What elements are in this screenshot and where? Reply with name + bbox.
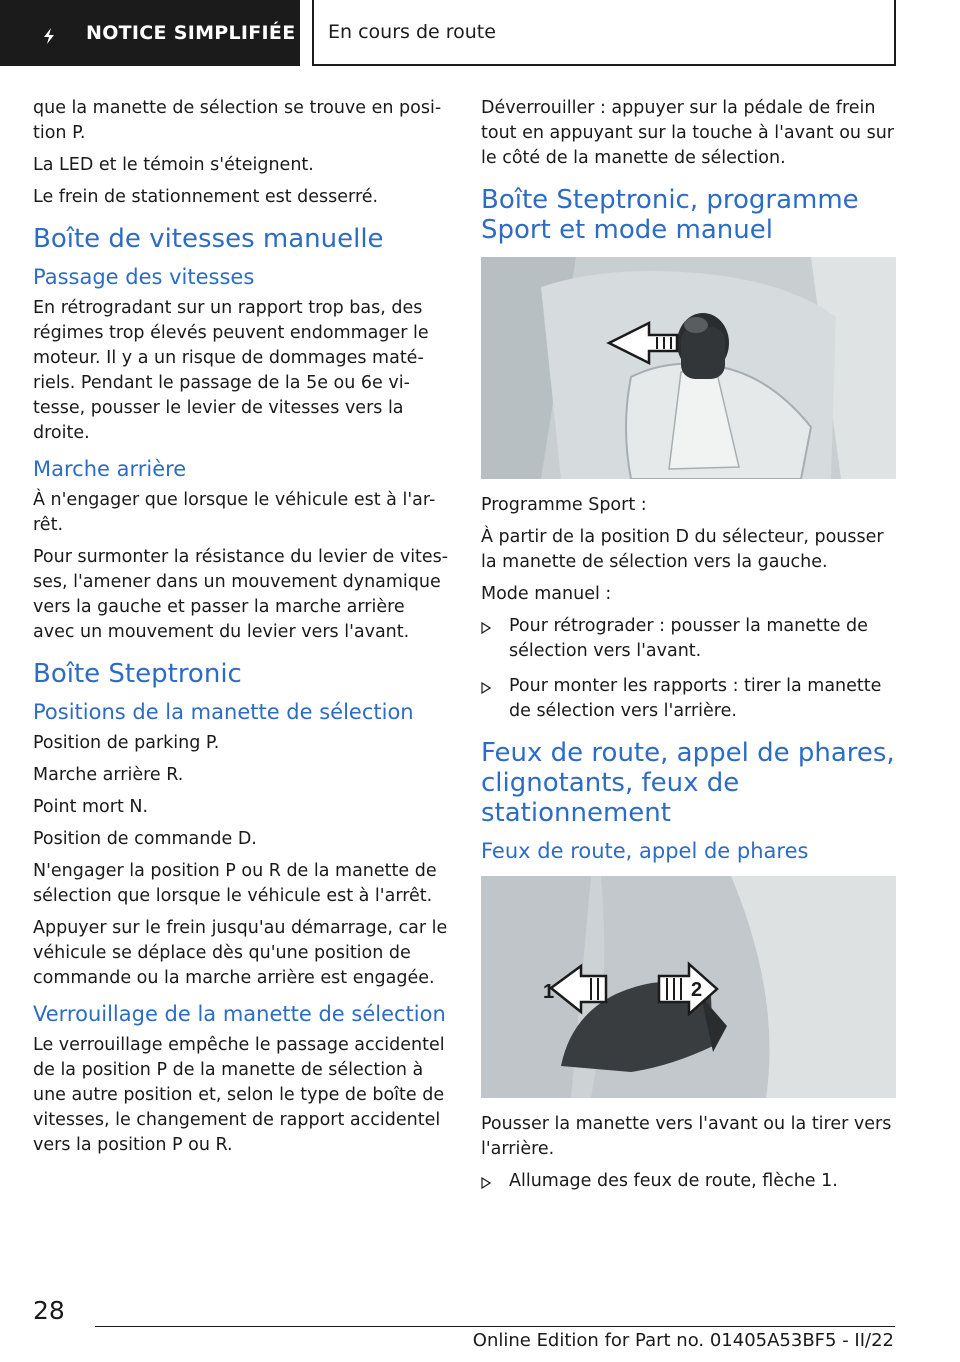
paragraph: La LED et le témoin s'éteignent. bbox=[33, 155, 314, 175]
paragraph: Pour surmonter la résistance du levier de vites-ses, l'amener dans un mouvement dynamique vers la gauche et passer la marche arrière avec un mouvement du levier vers l'avant. bbox=[33, 547, 449, 642]
paragraph: Position de commande D. bbox=[33, 829, 257, 849]
triangle-bullet-icon bbox=[481, 682, 491, 694]
page-header bbox=[0, 0, 960, 66]
high-beam-list bbox=[481, 1169, 897, 1194]
paragraph: À n'engager que lorsque le véhicule est à l'ar-rêt. bbox=[33, 490, 436, 535]
arrow-label-2: 2 bbox=[691, 979, 703, 1001]
arrow-label-1: 1 bbox=[543, 981, 555, 1003]
heading-sport-program: Boîte Steptronic, programme Sport et mode manuel bbox=[481, 185, 859, 245]
paragraph: À partir de la position D du sélecteur, pousser la manette de sélection vers la gauche. bbox=[481, 527, 884, 572]
heading-selector-positions: Positions de la manette de sélection bbox=[33, 700, 414, 724]
gear-selector-drawing bbox=[481, 257, 896, 479]
list-item-text: Pour rétrograder : pousser la manette de sélection vers l'avant. bbox=[509, 616, 868, 661]
chapter-tab-label: En cours de route bbox=[328, 21, 496, 43]
paragraph: En rétrogradant sur un rapport trop bas, des régimes trop élevés peuvent endommager le moteur. Il y a un risque de dommages maté-riels. Pendant le passage de la 5e ou 6e vi-tesse, pousser le levier de vitesses vers la droite. bbox=[33, 298, 429, 443]
paragraph: Le verrouillage empêche le passage accidentel de la position P de la manette de sélection à une autre position et, selon le type de boîte de vitesses, le changement de rapport accidentel vers la position P ou R. bbox=[33, 1035, 445, 1155]
paragraph: Déverrouiller : appuyer sur la pédale de frein tout en appuyant sur la touche à l'avant ou sur le côté de la manette de sélection. bbox=[481, 98, 894, 168]
heading-steptronic: Boîte Steptronic bbox=[33, 659, 242, 689]
light-stalk-illustration bbox=[481, 876, 896, 1098]
list-item bbox=[481, 674, 897, 724]
heading-manual-gearbox: Boîte de vitesses manuelle bbox=[33, 224, 384, 254]
heading-high-beam: Feux de route, appel de phares bbox=[481, 839, 809, 863]
right-column bbox=[481, 96, 897, 1204]
heading-reverse: Marche arrière bbox=[33, 457, 187, 481]
heading-selector-lock: Verrouillage de la manette de sélection bbox=[33, 1002, 446, 1026]
paragraph: Pousser la manette vers l'avant ou la tirer vers l'arrière. bbox=[481, 1114, 892, 1159]
lightning-icon bbox=[40, 27, 58, 45]
section-tab-label: NOTICE SIMPLIFIÉE bbox=[86, 22, 296, 44]
heading-lights: Feux de route, appel de phares, clignotants, feux de stationnement bbox=[481, 738, 895, 828]
list-item bbox=[481, 1169, 897, 1194]
heading-shifting: Passage des vitesses bbox=[33, 265, 255, 289]
paragraph: Programme Sport : bbox=[481, 495, 647, 515]
paragraph: Appuyer sur le frein jusqu'au démarrage, car le véhicule se déplace dès qu'une position de commande ou la marche arrière est engagée. bbox=[33, 918, 448, 988]
paragraph: N'engager la position P ou R de la manette de sélection que lorsque le véhicule est à l'arrêt. bbox=[33, 861, 437, 906]
edition-note: Online Edition for Part no. 01405A53BF5 - II/22 bbox=[472, 1330, 894, 1351]
footer-divider bbox=[95, 1326, 895, 1327]
page-number: 28 bbox=[33, 1296, 65, 1325]
left-column bbox=[33, 96, 449, 1165]
paragraph: Marche arrière R. bbox=[33, 765, 184, 785]
list-item-text: Allumage des feux de route, flèche 1. bbox=[509, 1171, 838, 1191]
paragraph: que la manette de sélection se trouve en posi-tion P. bbox=[33, 98, 442, 143]
paragraph: Position de parking P. bbox=[33, 733, 220, 753]
gear-selector-illustration bbox=[481, 257, 896, 479]
list-item bbox=[481, 614, 897, 664]
paragraph: Point mort N. bbox=[33, 797, 149, 817]
triangle-bullet-icon bbox=[481, 1177, 491, 1189]
list-item-text: Pour monter les rapports : tirer la manette de sélection vers l'arrière. bbox=[509, 676, 882, 721]
triangle-bullet-icon bbox=[481, 622, 491, 634]
light-stalk-drawing bbox=[481, 876, 896, 1098]
section-tab bbox=[0, 0, 300, 66]
manual-mode-list bbox=[481, 614, 897, 724]
paragraph: Le frein de stationnement est desserré. bbox=[33, 187, 379, 207]
chapter-tab bbox=[312, 0, 896, 66]
paragraph: Mode manuel : bbox=[481, 584, 612, 604]
